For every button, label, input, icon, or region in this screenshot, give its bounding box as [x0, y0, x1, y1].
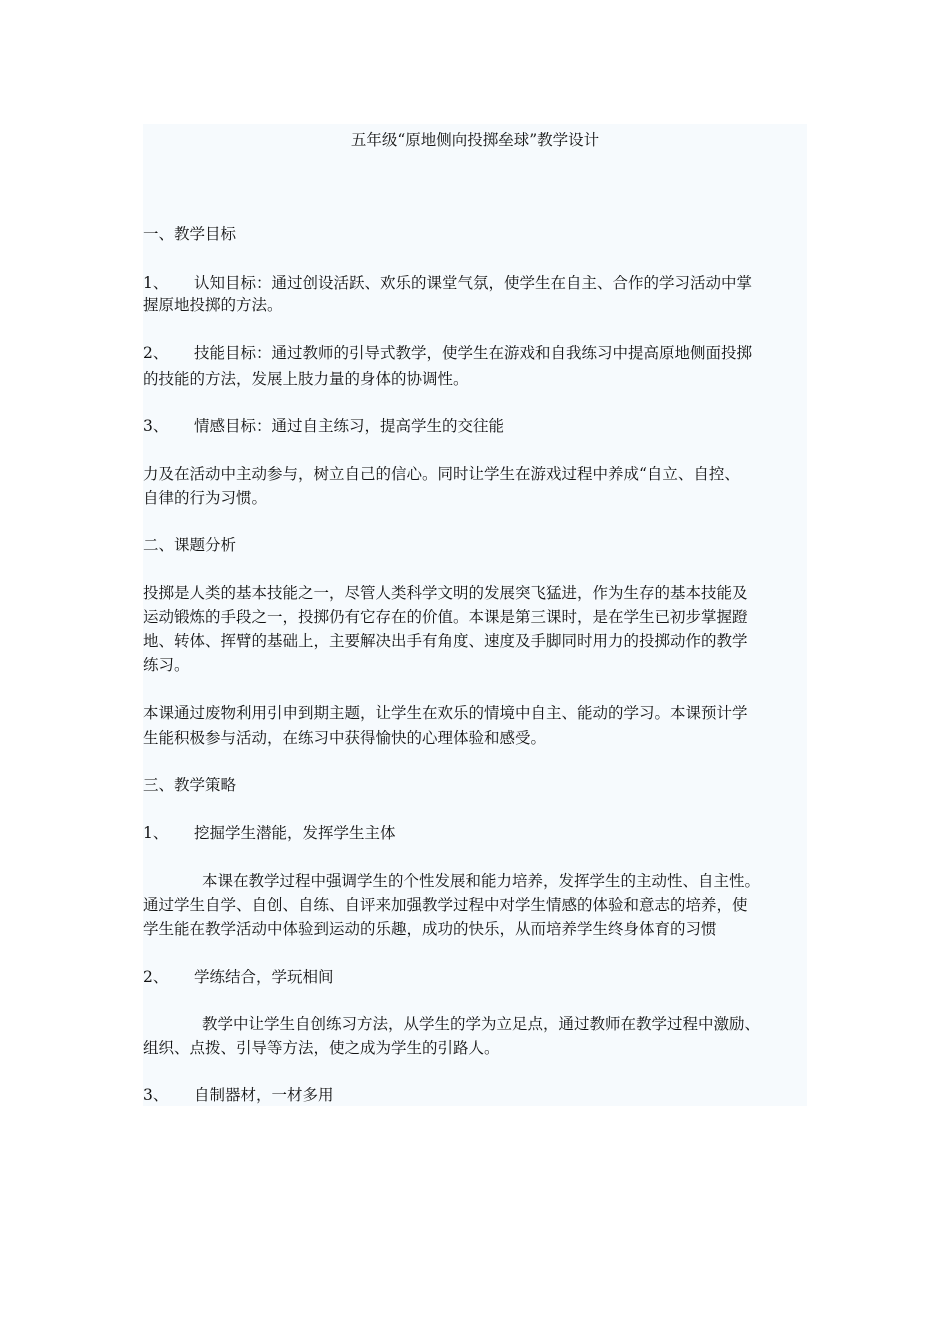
- s1-paragraph-line-2: 自律的行为习惯。: [143, 489, 268, 507]
- s1-item-1-line-2: 握原地投掷的方法。: [143, 296, 283, 314]
- s3-item-1: [143, 820, 807, 846]
- s2-p1-line-2: 运动锻炼的手段之一，投掷仍有它存在的价值。本课是第三课时，是在学生已初步掌握蹬: [143, 608, 748, 626]
- document-title: 五年级“原地侧向投掷垒球”教学设计: [350, 131, 600, 149]
- s3-p1-line-1: [143, 868, 807, 894]
- s1-item-3-number: 3、: [143, 417, 169, 435]
- s3-item-2: [143, 964, 807, 990]
- s1-item-1-number: 1、: [143, 274, 169, 292]
- s3-p2-line-1: [143, 1011, 807, 1037]
- s3-item-2-text: 学练结合，学玩相间: [194, 968, 334, 986]
- s2-p1-line-3: 地、转体、挥臂的基础上，主要解决出手有角度、速度及手脚同时用力的投掷动作的教学: [143, 632, 748, 650]
- s3-item-3: [143, 1082, 807, 1108]
- s3-p2-line-2: 组织、点拨、引导等方法，使之成为学生的引路人。: [143, 1039, 500, 1057]
- s1-item-2-number: 2、: [143, 344, 169, 362]
- s1-item-3-line-1: [143, 413, 807, 439]
- s2-p1-line-1: 投掷是人类的基本技能之一，尽管人类科学文明的发展突飞猛进，作为生存的基本技能及: [143, 584, 748, 602]
- s1-item-2-line-2: 的技能的方法，发展上肢力量的身体的协调性。: [143, 370, 469, 388]
- s1-item-2-text: 技能目标：通过教师的引导式教学，使学生在游戏和自我练习中提高原地侧面投掷: [194, 344, 753, 362]
- s3-p1-line-1-text: 本课在教学过程中强调学生的个性发展和能力培养，发挥学生的主动性、自主性。: [202, 872, 761, 890]
- s3-item-2-number: 2、: [143, 968, 169, 986]
- s3-p2-line-1-text: 教学中让学生自创练习方法，从学生的学为立足点，通过教师在教学过程中激励、: [202, 1015, 761, 1033]
- s1-item-2-line-1: [143, 340, 807, 366]
- s3-p1-line-2: 通过学生自学、自创、自练、自评来加强教学过程中对学生情感的体验和意志的培养，使: [143, 896, 748, 914]
- s2-p2-line-1: 本课通过废物利用引申到期主题，让学生在欢乐的情境中自主、能动的学习。本课预计学: [143, 704, 748, 722]
- s2-p2-line-2: 生能积极参与活动，在练习中获得愉快的心理体验和感受。: [143, 729, 547, 747]
- s3-item-3-number: 3、: [143, 1086, 169, 1104]
- section-1-heading: 一、教学目标: [143, 225, 237, 243]
- s3-item-1-number: 1、: [143, 824, 169, 842]
- s3-item-3-text: 自制器材，一材多用: [194, 1086, 334, 1104]
- s3-item-1-text: 挖掘学生潜能，发挥学生主体: [194, 824, 396, 842]
- s1-paragraph-line-1: 力及在活动中主动参与，树立自己的信心。同时让学生在游戏过程中养成“自立、自控、: [143, 465, 740, 483]
- section-2-heading: 二、课题分析: [143, 536, 237, 554]
- section-3-heading: 三、教学策略: [143, 776, 237, 794]
- s2-p1-line-4: 练习。: [143, 656, 190, 674]
- s3-p1-line-3: 学生能在教学活动中体验到运动的乐趣，成功的快乐，从而培养学生终身体育的习惯: [143, 920, 717, 938]
- s1-item-1-text: 认知目标：通过创设活跃、欢乐的课堂气氛，使学生在自主、合作的学习活动中掌: [194, 274, 753, 292]
- s1-item-3-text: 情感目标：通过自主练习，提高学生的交往能: [194, 417, 505, 435]
